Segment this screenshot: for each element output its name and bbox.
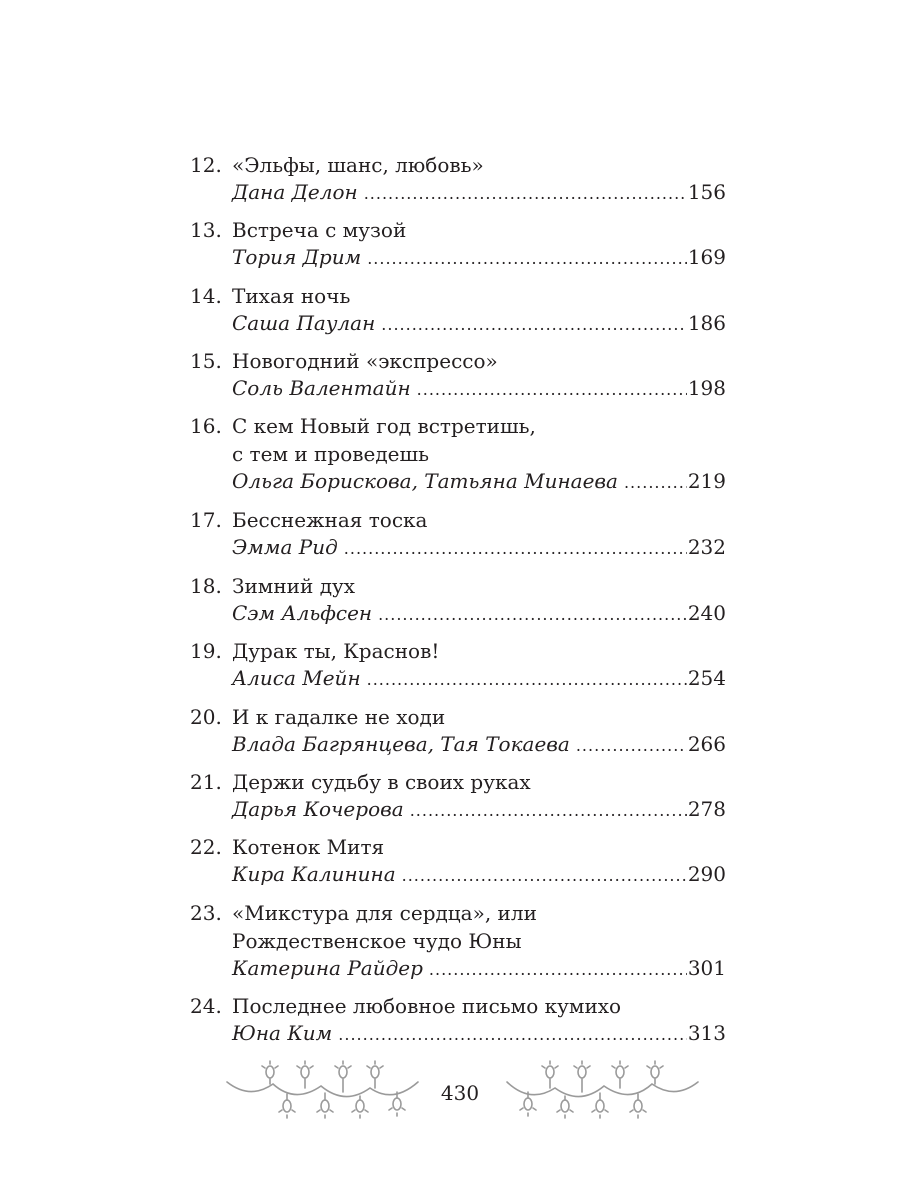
dot-leader — [367, 246, 687, 272]
entry-number: 16. — [190, 414, 222, 438]
entry-title: С кем Новый год встретишь, — [232, 414, 536, 438]
entry-title: «Эльфы, шанс, любовь» — [232, 153, 484, 177]
entry-author: Влада Багрянцева, Тая Токаева — [232, 732, 570, 756]
entry-author: Катерина Райдер — [232, 956, 423, 980]
dot-leader — [417, 377, 687, 403]
entry-title: Держи судьбу в своих руках — [232, 770, 531, 794]
dot-leader — [344, 536, 687, 562]
entry-author: Кира Калинина — [232, 862, 396, 886]
entry-title: «Микстура для сердца», или — [232, 901, 537, 925]
entry-title: Новогодний «экспрессо» — [232, 349, 498, 373]
dot-leader — [364, 181, 687, 207]
entry-title: Тихая ночь — [232, 284, 351, 308]
entry-title-continued: с тем и проведешь — [232, 442, 429, 466]
entry-page-number: 301 — [687, 956, 726, 980]
entry-author-row — [232, 1020, 726, 1048]
entry-page-number: 290 — [687, 862, 726, 886]
entry-title: Зимний дух — [232, 574, 356, 598]
entry-number: 17. — [190, 508, 222, 532]
dot-leader — [429, 957, 687, 983]
entry-number: 21. — [190, 770, 222, 794]
entry-author-row — [232, 796, 726, 824]
entry-author: Тория Дрим — [232, 245, 362, 269]
entry-page-number: 232 — [687, 535, 726, 559]
entry-page-number: 198 — [687, 376, 726, 400]
entry-title: Котенок Митя — [232, 835, 385, 859]
entry-title: Встреча с музой — [232, 218, 407, 242]
entry-author: Ольга Борискова, Татьяна Минаева — [232, 469, 618, 493]
entry-page-number: 169 — [687, 245, 726, 269]
page-footer — [0, 1060, 900, 1120]
entry-title: Последнее любовное письмо кумихо — [232, 994, 622, 1018]
entry-title-continued: Рождественское чудо Юны — [232, 929, 522, 953]
entry-number: 22. — [190, 835, 222, 859]
entry-author-row — [232, 731, 726, 759]
entry-page-number: 254 — [687, 666, 726, 690]
entry-author-row — [232, 375, 726, 403]
entry-author-row — [232, 310, 726, 338]
entry-title: Бесснежная тоска — [232, 508, 428, 532]
entry-number: 24. — [190, 994, 222, 1018]
dot-leader — [624, 470, 687, 496]
entry-author-row — [232, 600, 726, 628]
dot-leader — [367, 667, 687, 693]
entry-page-number: 240 — [687, 601, 726, 625]
entry-author: Соль Валентайн — [232, 376, 411, 400]
entry-author: Дарья Кочерова — [232, 797, 404, 821]
entry-page-number: 156 — [687, 180, 726, 204]
garland-of-lights-icon — [505, 1060, 700, 1120]
entry-number: 12. — [190, 153, 222, 177]
entry-number: 15. — [190, 349, 222, 373]
entry-number: 14. — [190, 284, 222, 308]
entry-author-row — [232, 534, 726, 562]
entry-author: Эмма Рид — [232, 535, 338, 559]
entry-number: 18. — [190, 574, 222, 598]
entry-page-number: 219 — [687, 469, 726, 493]
entry-author: Алиса Мейн — [232, 666, 361, 690]
entry-author-row — [232, 468, 726, 496]
entry-page-number: 313 — [687, 1021, 726, 1045]
entry-number: 13. — [190, 218, 222, 242]
entry-page-number: 278 — [687, 797, 726, 821]
dot-leader — [378, 602, 687, 628]
entry-author: Юна Ким — [232, 1021, 333, 1045]
entry-author-row — [232, 861, 726, 889]
garland-of-lights-icon — [225, 1060, 420, 1120]
dot-leader — [381, 312, 687, 338]
entry-author-row — [232, 665, 726, 693]
dot-leader — [338, 1022, 687, 1048]
entry-number: 19. — [190, 639, 222, 663]
entry-number: 23. — [190, 901, 222, 925]
dot-leader — [410, 798, 687, 824]
dot-leader — [576, 733, 687, 759]
entry-author-row — [232, 179, 726, 207]
entry-page-number: 186 — [687, 311, 726, 335]
dot-leader — [402, 863, 687, 889]
entry-author: Саша Паулан — [232, 311, 376, 335]
entry-title: И к гадалке не ходи — [232, 705, 446, 729]
entry-number: 20. — [190, 705, 222, 729]
entry-title: Дурак ты, Краснов! — [232, 639, 440, 663]
entry-author-row — [232, 244, 726, 272]
entry-page-number: 266 — [687, 732, 726, 756]
entry-author: Сэм Альфсен — [232, 601, 373, 625]
entry-author: Дана Делон — [232, 180, 358, 204]
page-number: 430 — [440, 1081, 480, 1105]
entry-author-row — [232, 955, 726, 983]
